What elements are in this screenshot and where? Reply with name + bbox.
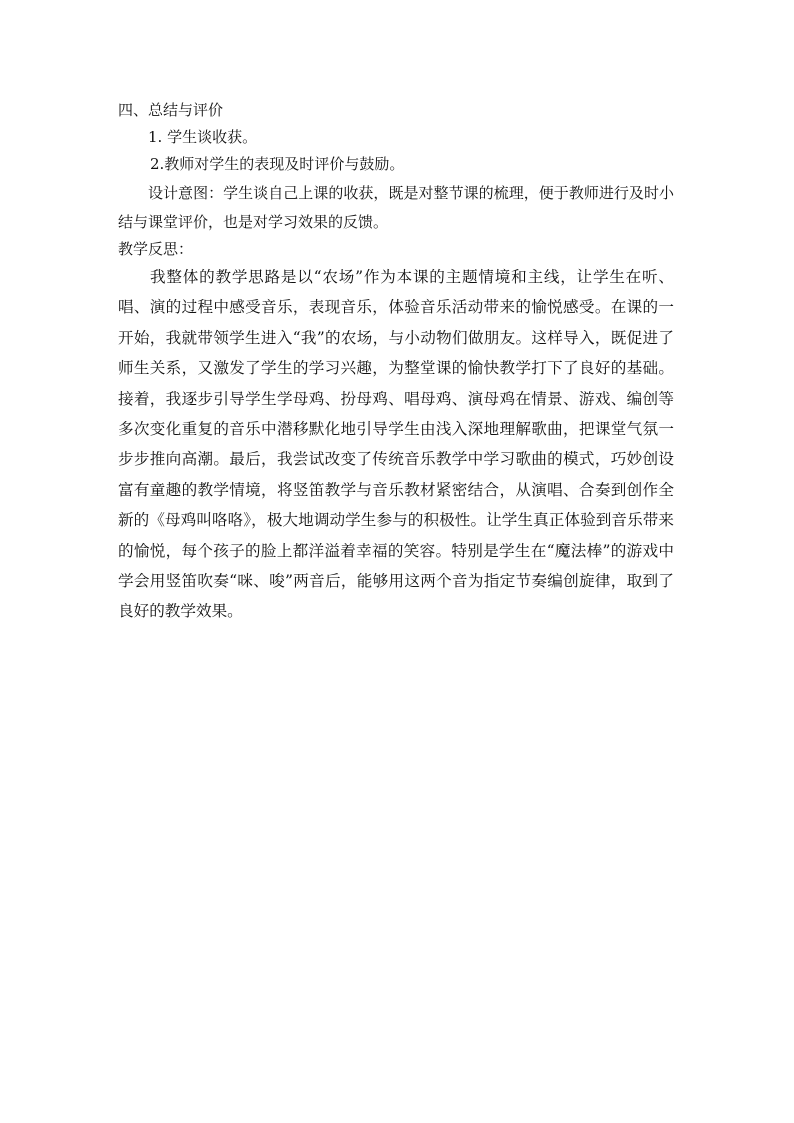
document-body	[118, 98, 674, 627]
list-item: 2.教师对学生的表现及时评价与鼓励。	[150, 155, 405, 173]
list-item: 1. 学生谈收获。	[148, 128, 258, 146]
reflection-heading: 教学反思：	[118, 240, 194, 258]
section-heading: 四、总结与评价	[118, 101, 224, 119]
reflection-paragraph: 我整体的教学思路是以“农场”作为本课的主题情境和主线，让学生在听、唱、演的过程中感受音乐，表现音乐，体验音乐活动带来的愉悦感受。在课的一开始，我就带领学生进入“我”的农场，与小动物们做朋友。这样导入，既促进了师生关系，又激发了学生的学习兴趣，为整堂课的愉快教学打下了良好的基础。接着，我逐步引导学生学母鸡、扮母鸡、唱母鸡、演母鸡在情景、游戏、编创等多次变化重复的音乐中潜移默化地引导学生由浅入深地理解歌曲，把课堂气氛一步步推向高潮。最后，我尝试改变了传统音乐教学中学习歌曲的模式，巧妙创设富有童趣的教学情境，将竖笛教学与音乐教材紧密结合，从演唱、合奏到创作全新的《母鸡叫咯咯》，极大地调动学生参与的积极性。让学生真正体验到音乐带来的愉悦，每个孩子的脸上都洋溢着幸福的笑容。特别是学生在“魔法棒”的游戏中学会用竖笛吹奏“咪、唆”两音后，能够用这两个音为指定节奏编创旋律，取到了良好的教学效果。	[118, 268, 674, 621]
design-intent-paragraph: 设计意图：学生谈自己上课的收获，既是对整节课的梳理，便于教师进行及时小结与课堂评价，也是对学习效果的反馈。	[118, 184, 674, 231]
